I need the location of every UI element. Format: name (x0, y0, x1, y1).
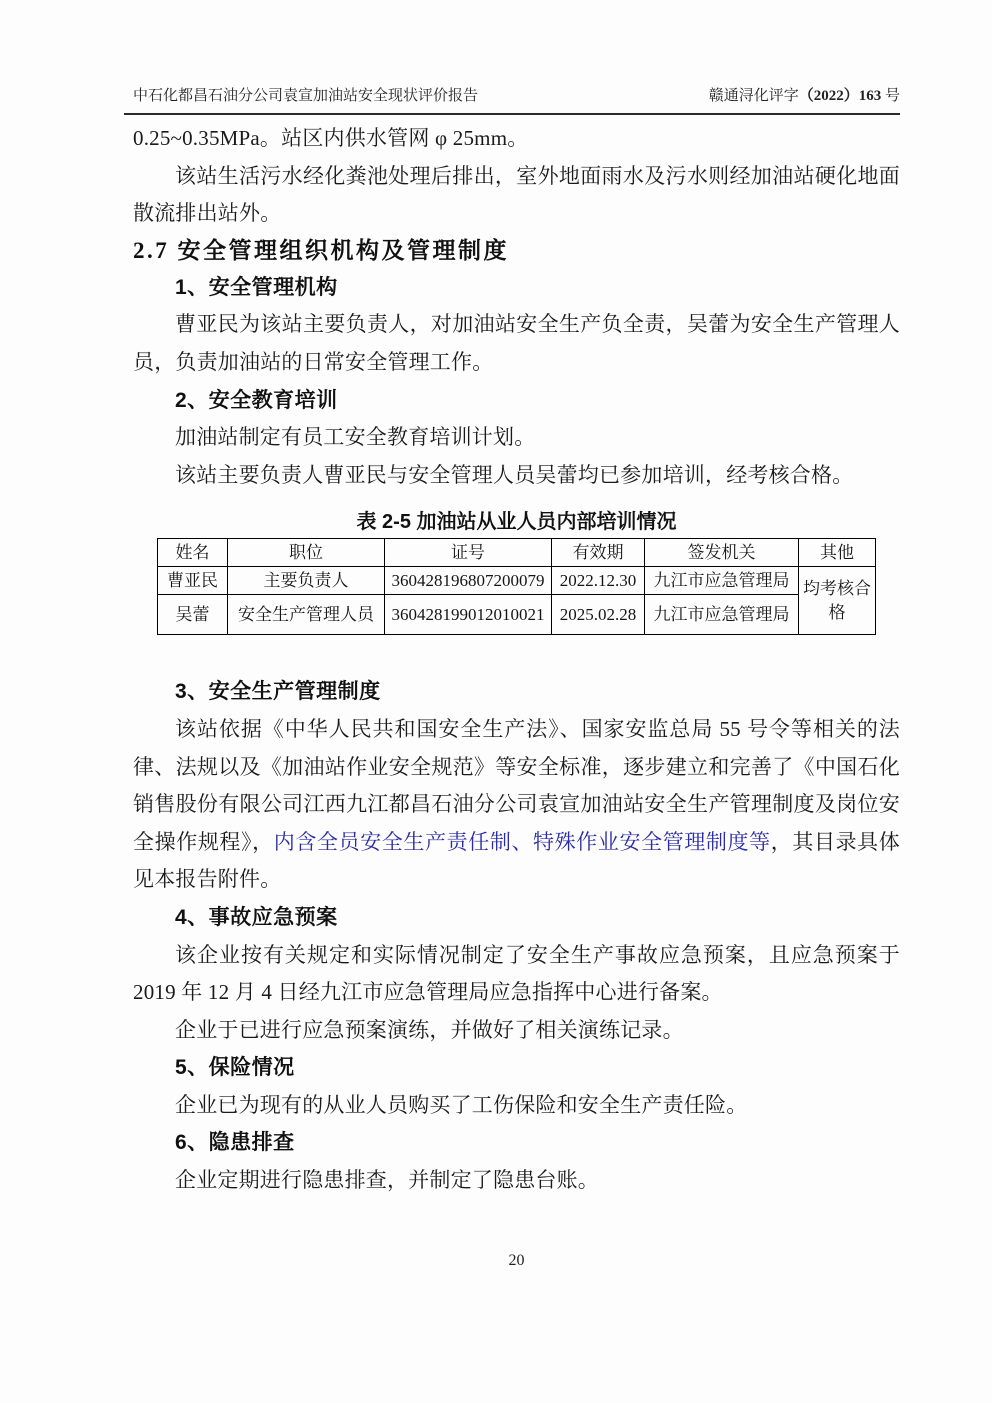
section-heading-2-7: 2.7 安全管理组织机构及管理制度 (133, 237, 509, 263)
table-header-row (158, 539, 876, 567)
cell-issuer: 九江市应急管理局 (645, 567, 799, 595)
col-header-name: 姓名 (158, 539, 228, 567)
sub-heading-6-hazard-inspection: 6、隐患排查 (175, 1131, 295, 1155)
header-doc-ref-number: （2022）163 (798, 88, 882, 104)
header-doc-ref (709, 86, 900, 106)
col-header-cert-no: 证号 (385, 539, 552, 567)
paragraph-insurance: 企业已为现有的从业人员购买了工伤保险和安全生产责任险。 (175, 1092, 748, 1117)
table-row (158, 595, 876, 635)
cell-name: 吴蕾 (158, 595, 228, 635)
paragraph-training-plan: 加油站制定有员工安全教育培训计划。 (175, 425, 536, 450)
col-header-issuer: 签发机关 (645, 539, 799, 567)
col-header-other: 其他 (799, 539, 876, 567)
paragraph-sewage: 该站生活污水经化粪池处理后排出，室外地面雨水及污水则经加油站硬化地面散流排出站外。 (133, 163, 900, 226)
cell-other-merged: 均考核合格 (799, 567, 876, 635)
running-header (133, 86, 900, 106)
col-header-valid-until: 有效期 (552, 539, 645, 567)
paragraph-safety-org: 曹亚民为该站主要负责人，对加油站安全生产负全责，吴蕾为安全生产管理人员，负责加油站的日常安全管理工作。 (133, 312, 900, 374)
sub-heading-5-insurance: 5、保险情况 (175, 1056, 295, 1080)
page-number: 20 (508, 1251, 525, 1269)
header-report-title: 中石化都昌石油分公司袁宣加油站安全现状评价报告 (133, 88, 479, 104)
table-row (158, 567, 876, 595)
cell-issuer: 九江市应急管理局 (645, 595, 799, 635)
paragraph-training-done: 该站主要负责人曹亚民与安全管理人员吴蕾均已参加培训，经考核合格。 (175, 462, 854, 487)
sub-heading-3-management-system: 3、安全生产管理制度 (175, 680, 381, 704)
sub-heading-2-training: 2、安全教育培训 (175, 388, 338, 412)
management-system-highlight: 内含全员安全生产责任制、特殊作业安全管理制度等 (273, 829, 771, 854)
header-doc-ref-prefix: 赣通浔化评字 (708, 88, 799, 104)
cell-position: 安全生产管理人员 (228, 595, 385, 635)
cell-valid-until: 2025.02.28 (552, 595, 645, 635)
cell-cert-no: 360428196807200079 (385, 567, 552, 595)
cell-name: 曹亚民 (158, 567, 228, 595)
table-2-5-caption: 表 2-5 加油站从业人员内部培训情况 (356, 511, 677, 534)
header-divider (124, 113, 900, 115)
sub-heading-4-emergency-plan: 4、事故应急预案 (175, 905, 338, 929)
management-system-text-end: ，其目录具体见本报告附件。 (133, 829, 900, 892)
paragraph-hazard-inspection: 企业定期进行隐患排查，并制定了隐患台账。 (175, 1168, 599, 1193)
training-table (157, 538, 876, 635)
paragraph-management-system (133, 711, 900, 899)
paragraph-emergency-filed: 该企业按有关规定和实际情况制定了安全生产事故应急预案，且应急预案于 2019 年 12 月 4 日经九江市应急管理局应急指挥中心进行备案。 (133, 942, 900, 1005)
cell-cert-no: 360428199012010021 (385, 595, 552, 635)
cell-valid-until: 2022.12.30 (552, 567, 645, 595)
col-header-position: 职位 (228, 539, 385, 567)
report-body (133, 120, 900, 1200)
cell-position: 主要负责人 (228, 567, 385, 595)
sub-heading-1-safety-org: 1、安全管理机构 (175, 275, 338, 299)
paragraph-emergency-drill: 企业于已进行应急预案演练，并做好了相关演练记录。 (175, 1017, 684, 1042)
management-system-text: 该站依据《中华人民共和国安全生产法》、国家安监总局 55 号令等相关的法律、法规以及《加油站作业安全规范》等安全标准，逐步建立和完善了《中国石化销售股份有限公司江西九江都昌石油分公司袁宣加油站安全生产管理制度及岗位安全操作规程》， (133, 716, 900, 854)
paragraph-water-supply: 0.25~0.35MPa。站区内供水管网 φ 25mm。 (133, 126, 529, 150)
header-doc-ref-suffix: 号 (881, 88, 900, 104)
